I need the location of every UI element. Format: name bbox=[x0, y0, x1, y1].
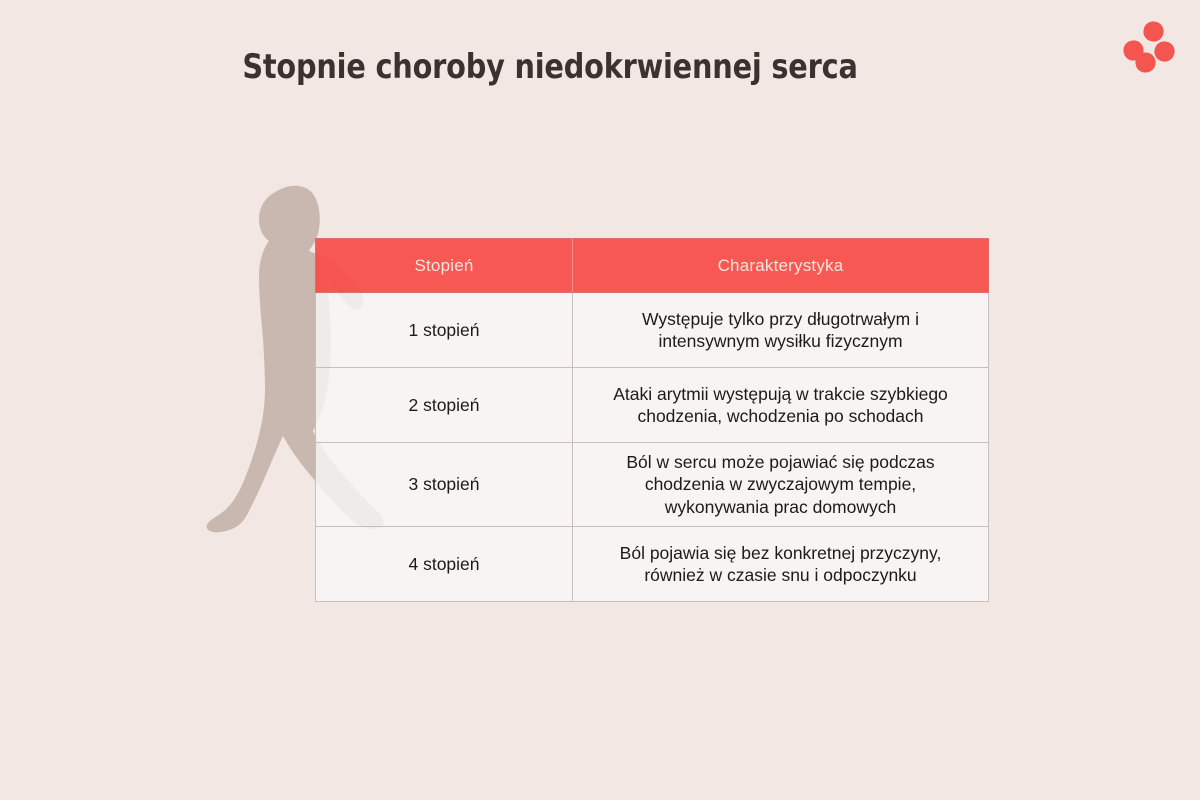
characteristic-line: Ból w sercu może pojawiać się podczas bbox=[626, 452, 935, 472]
column-header-grade: Stopień bbox=[316, 239, 573, 293]
grades-table-container bbox=[315, 238, 986, 586]
cell-characteristic bbox=[573, 293, 989, 368]
table-body bbox=[316, 293, 989, 602]
cell-grade: 1 stopień bbox=[316, 293, 573, 368]
characteristic-line: intensywnym wysiłku fizycznym bbox=[658, 331, 903, 351]
characteristic-line: Występuje tylko przy długotrwałym i bbox=[641, 308, 920, 329]
characteristic-line: Ataki arytmii występują w trakcie szybkiego bbox=[613, 383, 948, 404]
characteristic-line: również w czasie snu i odpoczynku bbox=[644, 565, 917, 586]
characteristic-line: Ból pojawia się bez konkretnej przyczyny, bbox=[619, 542, 942, 563]
cell-grade: 3 stopień bbox=[316, 443, 573, 527]
cell-grade: 2 stopień bbox=[316, 368, 573, 443]
table-row bbox=[316, 527, 989, 602]
characteristic-line: wykonywania prac domowych bbox=[664, 496, 897, 517]
characteristic-line: chodzenia, wchodzenia po schodach bbox=[637, 406, 924, 426]
column-header-characteristic: Charakterystyka bbox=[573, 239, 989, 293]
table-row bbox=[316, 443, 989, 527]
cell-characteristic bbox=[573, 527, 989, 602]
table-row bbox=[316, 293, 989, 368]
four-petal-logo bbox=[1122, 20, 1176, 74]
cell-characteristic bbox=[573, 368, 989, 443]
table-header-row bbox=[316, 239, 989, 293]
page-title: Stopnie choroby niedokrwiennej serca bbox=[242, 46, 858, 87]
characteristic-line: chodzenia w zwyczajowym tempie, bbox=[644, 474, 917, 495]
cell-grade: 4 stopień bbox=[316, 527, 573, 602]
cell-characteristic bbox=[573, 443, 989, 527]
grades-table bbox=[315, 238, 989, 602]
table-row bbox=[316, 368, 989, 443]
table-header bbox=[316, 239, 989, 293]
